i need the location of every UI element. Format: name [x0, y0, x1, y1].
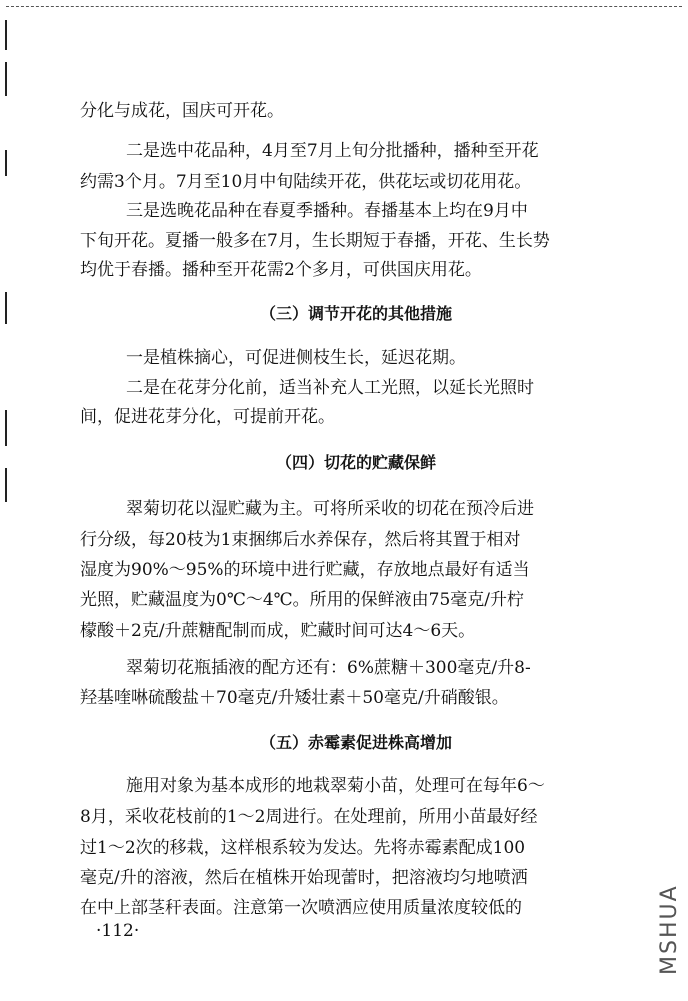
scan-edge-mark [5, 410, 7, 446]
paragraph-line: 行分级，每20枝为1束捆绑后水养保存，然后将其置于相对 [80, 530, 521, 550]
section-heading: （三）调节开花的其他措施 [259, 304, 452, 323]
top-dashed-rule [6, 6, 682, 7]
paragraph-line: 分化与成花，国庆可开花。 [80, 101, 284, 121]
paragraph-line: 翠菊切花瓶插液的配方还有：6%蔗糖＋300毫克/升8- [126, 658, 531, 678]
page-number: ·112· [96, 921, 140, 941]
paragraph-line: 施用对象为基本成形的地栽翠菊小苗，处理可在每年6～ [126, 776, 545, 796]
paragraph-line: 翠菊切花以湿贮藏为主。可将所采收的切花在预冷后进 [126, 499, 534, 519]
scan-edge-mark [5, 150, 7, 176]
paragraph-line: 约需3个月。7月至10月中旬陆续开花，供花坛或切花用花。 [80, 172, 532, 192]
paragraph-line: 檬酸＋2克/升蔗糖配制而成，贮藏时间可达4～6天。 [80, 621, 476, 641]
paragraph-line: 二是在花芽分化前，适当补充人工光照，以延长光照时 [126, 378, 534, 398]
scan-edge-mark [5, 62, 7, 96]
paragraph-line: 下旬开花。夏播一般多在7月，生长期短于春播，开花、生长势 [80, 231, 550, 251]
paragraph-line: 羟基喹啉硫酸盐＋70毫克/升矮壮素＋50毫克/升硝酸银。 [80, 688, 509, 708]
paragraph-line: 一是植株摘心，可促进侧枝生长，延迟花期。 [126, 348, 466, 368]
scan-edge-mark [5, 292, 7, 324]
scan-edge-mark [5, 468, 7, 502]
paragraph-line: 过1～2次的移栽，这样根系较为发达。先将赤霉素配成100 [80, 838, 526, 858]
scan-edge-mark [5, 20, 7, 50]
paragraph-line: 均优于春播。播种至开花需2个多月，可供国庆用花。 [80, 260, 482, 280]
section-heading: （五）赤霉素促进株高增加 [259, 733, 452, 752]
watermark: MSHUA [657, 884, 682, 976]
paragraph-line: 8月，采收花枝前的1～2周进行。在处理前，所用小苗最好经 [80, 807, 538, 827]
paragraph-line: 三是选晚花品种在春夏季播种。春播基本上均在9月中 [126, 201, 528, 221]
paragraph-line: 毫克/升的溶液，然后在植株开始现蕾时，把溶液均匀地喷洒 [80, 868, 528, 888]
paragraph-line: 湿度为90%～95%的环境中进行贮藏，存放地点最好有适当 [80, 560, 530, 580]
paragraph-line: 间，促进花芽分化，可提前开花。 [80, 407, 335, 427]
paragraph-line: 二是选中花品种，4月至7月上旬分批播种，播种至开花 [126, 141, 539, 161]
section-heading: （四）切花的贮藏保鲜 [275, 453, 436, 472]
paragraph-line: 光照，贮藏温度为0℃～4℃。所用的保鲜液由75毫克/升柠 [80, 590, 525, 610]
paragraph-line: 在中上部茎秆表面。注意第一次喷洒应使用质量浓度较低的 [80, 898, 522, 918]
